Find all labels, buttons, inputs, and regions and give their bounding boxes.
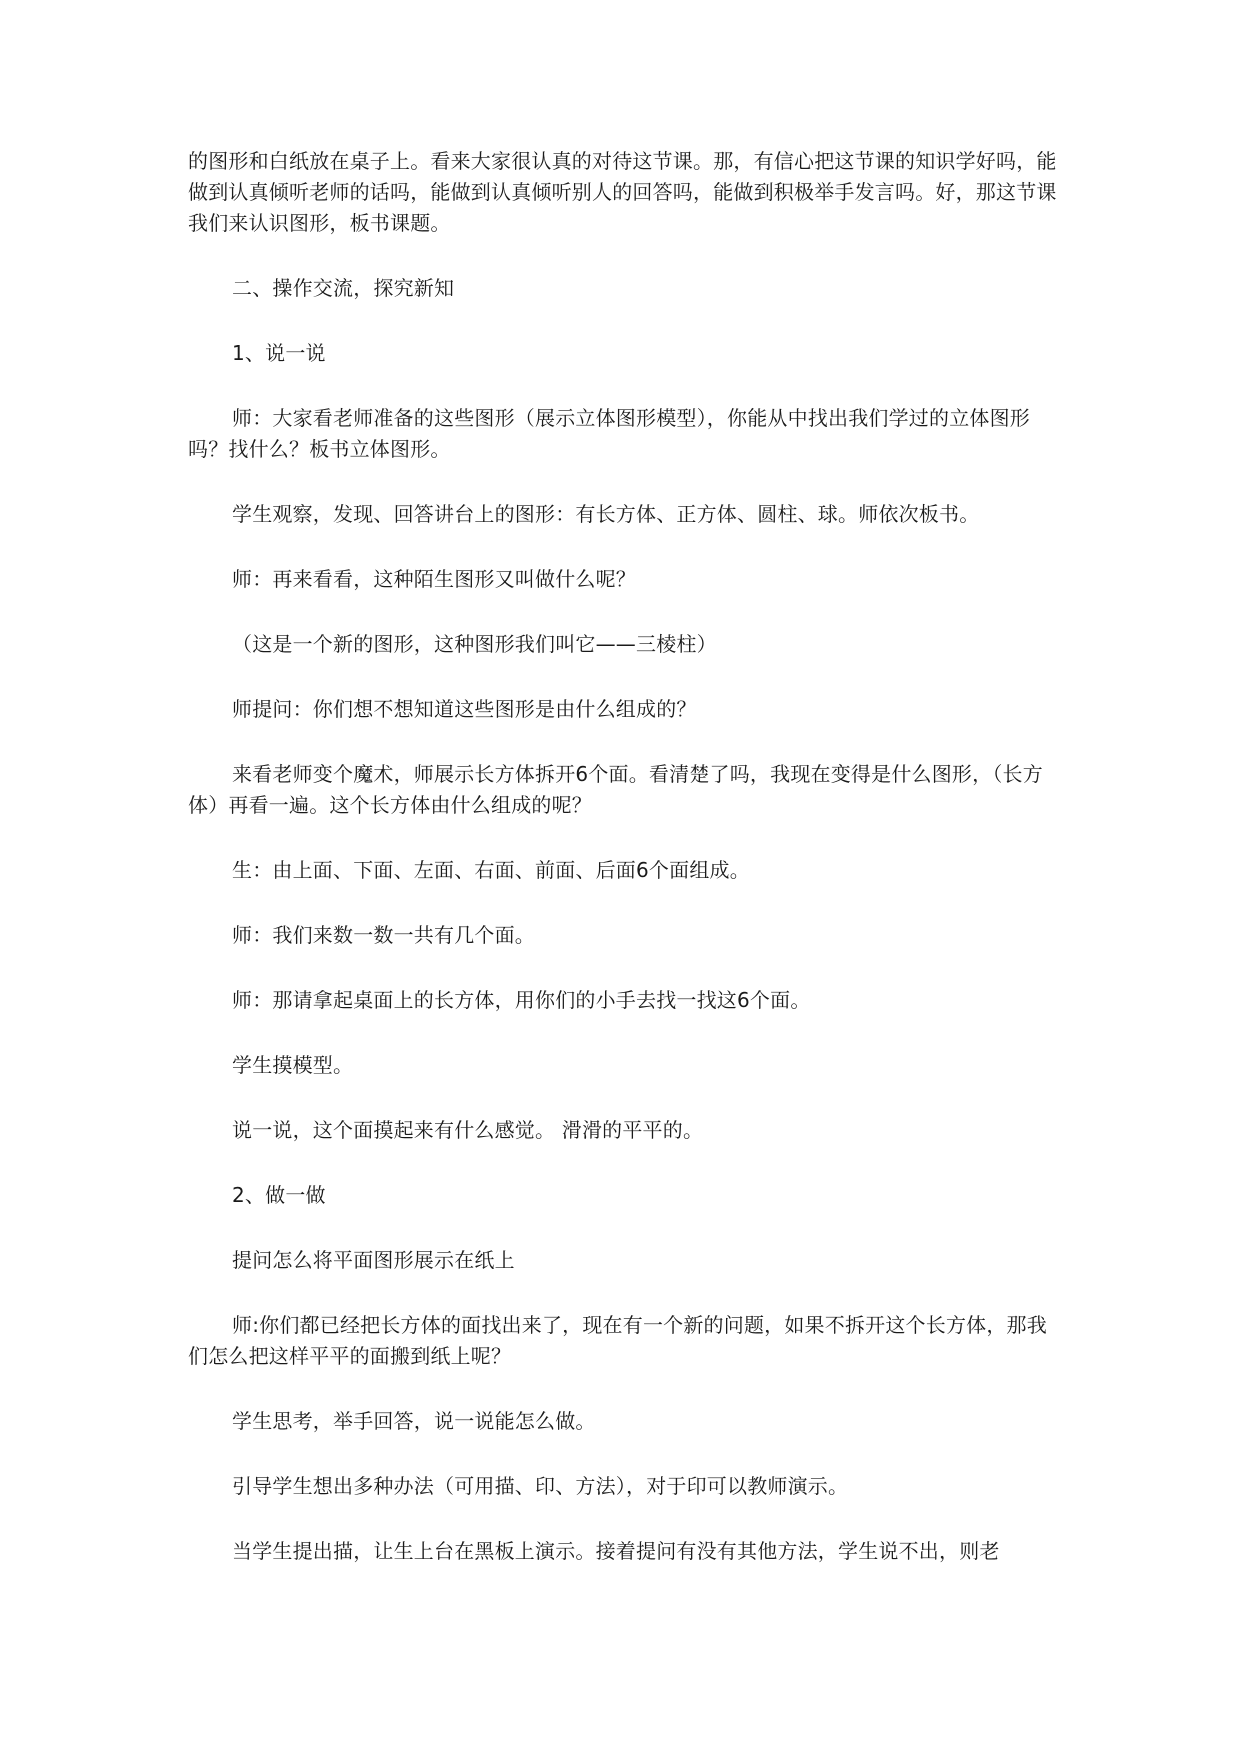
paragraph-count-faces: 师：我们来数一数一共有几个面。 [232,923,535,947]
subsection-heading-say: 1、说一说 [232,341,326,365]
paragraph-guide-methods: 引导学生想出多种办法（可用描、印、方法），对于印可以教师演示。 [232,1474,849,1498]
paragraph-magic-trick: 来看老师变个魔术，师展示长方体拆开6个面。看清楚了吗，我现在变得是什么图形，（长方体）再看一遍。这个长方体由什么组成的呢？ [188,762,1043,817]
paragraph-find-faces: 师：那请拿起桌面上的长方体，用你们的小手去找一找这6个面。 [232,988,811,1012]
paragraph-teacher-question: 师提问：你们想不想知道这些图形是由什么组成的？ [232,697,697,721]
paragraph-intro-continuation: 的图形和白纸放在桌子上。看来大家很认真的对待这节课。那，有信心把这节课的知识学好吗，能做到认真倾听老师的话吗，能做到认真倾听别人的回答吗，能做到积极举手发言吗。好，那这节课我们来认识图形，板书课题。 [188,149,1057,235]
subsection-heading-do: 2、做一做 [232,1183,326,1207]
paragraph-question-paper: 提问怎么将平面图形展示在纸上 [232,1248,515,1272]
paragraph-student-think: 学生思考，举手回答，说一说能怎么做。 [232,1409,596,1433]
document-body [188,146,1058,1601]
paragraph-teacher-new-problem: 师:你们都已经把长方体的面找出来了，现在有一个新的问题，如果不拆开这个长方体，那我们怎么把这样平平的面搬到纸上呢？ [188,1313,1047,1368]
paragraph-student-answer: 生：由上面、下面、左面、右面、前面、后面6个面组成。 [232,858,750,882]
paragraph-teacher-new-shape: 师：再来看看，这种陌生图形又叫做什么呢？ [232,567,636,591]
section-heading-operation: 二、操作交流，探究新知 [232,276,455,300]
paragraph-student-observe: 学生观察，发现、回答讲台上的图形：有长方体、正方体、圆柱、球。师依次板书。 [232,502,980,526]
paragraph-teacher-show-models: 师：大家看老师准备的这些图形（展示立体图形模型），你能从中找出我们学过的立体图形吗？找什么？板书立体图形。 [188,406,1030,461]
paragraph-touch-model: 学生摸模型。 [232,1053,354,1077]
paragraph-trace-demo: 当学生提出描，让生上台在黑板上演示。接着提问有没有其他方法，学生说不出，则老 [232,1539,1000,1563]
paragraph-triangular-prism: （这是一个新的图形，这种图形我们叫它——三棱柱） [232,632,717,656]
paragraph-feeling: 说一说，这个面摸起来有什么感觉。 滑滑的平平的。 [232,1118,704,1142]
